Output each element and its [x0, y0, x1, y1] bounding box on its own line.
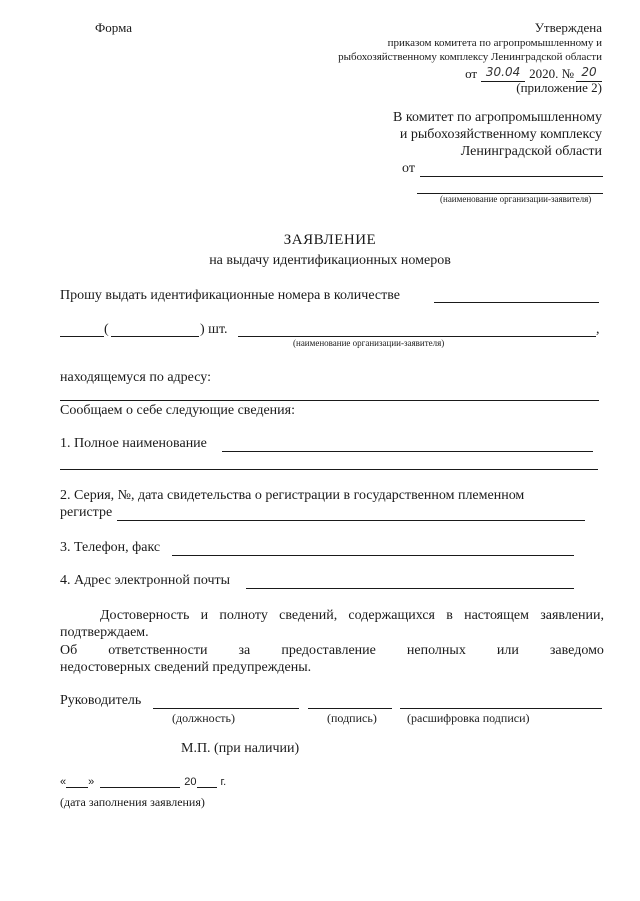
- order-line-1: приказом комитета по агропромышленному и: [387, 37, 602, 49]
- org-name-caption: (наименование организации-заявителя): [293, 338, 445, 348]
- resp-word: Об: [60, 643, 78, 658]
- resp-word: за: [238, 643, 251, 658]
- fill-date-month-field[interactable]: [100, 787, 180, 788]
- addressee-from-label: от: [402, 161, 415, 176]
- order-line-2: рыбохозяйственному комплексу Ленинградской области: [338, 51, 602, 63]
- confirm-line-1: Достоверность и полноту сведений, содержащихся в настоящем заявлении,: [100, 608, 604, 623]
- addressee-org-caption: (наименование организации-заявителя): [440, 194, 592, 204]
- document-subtitle: на выдачу идентификационных номеров: [209, 253, 451, 268]
- item-3-label: 3. Телефон, факс: [60, 540, 161, 555]
- info-heading: Сообщаем о себе следующие сведения:: [60, 403, 295, 418]
- item-2-label-cont: регистре: [60, 505, 113, 520]
- fill-date-open: «: [60, 776, 67, 788]
- position-caption: (должность): [172, 711, 235, 725]
- signature-decode-field[interactable]: [400, 708, 602, 709]
- responsibility-line-2: недостоверных сведений предупреждены.: [60, 660, 312, 675]
- resp-word: ответственности: [108, 643, 208, 658]
- quantity-paren-open: (: [104, 322, 109, 337]
- resp-word: предоставление: [281, 643, 376, 658]
- addressee-line-1: В комитет по агропромышленному: [393, 110, 602, 125]
- order-year-no: 2020. №: [529, 66, 574, 81]
- address-label: находящемуся по адресу:: [60, 370, 211, 385]
- fill-date-year-prefix: 20: [184, 776, 197, 788]
- item-4-label: 4. Адрес электронной почты: [60, 573, 231, 588]
- fill-date-year-field[interactable]: [197, 787, 217, 788]
- position-field[interactable]: [153, 708, 299, 709]
- signature-field[interactable]: [308, 708, 392, 709]
- order-date-handwritten: 30.04: [485, 65, 521, 79]
- quantity-digits-field[interactable]: [60, 336, 104, 337]
- org-name-comma: ,: [596, 322, 600, 337]
- confirm-line-2: подтверждаем.: [60, 625, 149, 640]
- order-date-prefix: от: [465, 66, 478, 81]
- quantity-field[interactable]: [434, 302, 599, 303]
- fill-date-caption: (дата заполнения заявления): [60, 795, 205, 809]
- quantity-words-field[interactable]: [111, 336, 199, 337]
- fill-date-line: [60, 776, 226, 788]
- phone-fax-field[interactable]: [172, 555, 574, 556]
- full-name-field-2[interactable]: [60, 469, 598, 470]
- fill-date-year-suffix: г.: [220, 776, 227, 788]
- resp-word: неполных: [406, 643, 466, 658]
- form-label: Форма: [95, 20, 132, 35]
- org-name-field[interactable]: [238, 336, 596, 337]
- certificate-field[interactable]: [117, 520, 585, 521]
- signature-decode-caption: (расшифровка подписи): [407, 711, 530, 725]
- head-label: Руководитель: [60, 693, 142, 708]
- document-title: ЗАЯВЛЕНИЕ: [283, 232, 377, 248]
- signature-caption: (подпись): [327, 711, 377, 725]
- fill-date-close: »: [88, 776, 95, 788]
- approved-label: Утверждена: [534, 20, 602, 35]
- item-1-label: 1. Полное наименование: [60, 436, 207, 451]
- email-field[interactable]: [246, 588, 574, 589]
- item-2-label: 2. Серия, №, дата свидетельства о регистрации в государственном племенном: [60, 488, 525, 503]
- address-field[interactable]: [60, 400, 599, 401]
- pcs-label: ) шт.: [200, 322, 228, 337]
- addressee-from-field[interactable]: [420, 176, 603, 177]
- order-number-handwritten: 20: [581, 65, 597, 79]
- appendix-label: (приложение 2): [516, 80, 602, 95]
- addressee-line-3: Ленинградской области: [460, 144, 602, 159]
- fill-date-day-field[interactable]: [66, 787, 88, 788]
- addressee-line-2: и рыбохозяйственному комплексу: [399, 127, 602, 142]
- stamp-label: М.П. (при наличии): [181, 741, 300, 756]
- resp-word: или: [496, 643, 519, 658]
- responsibility-line-1: [60, 643, 604, 659]
- request-text: Прошу выдать идентификационные номера в количестве: [60, 288, 400, 303]
- full-name-field[interactable]: [222, 451, 593, 452]
- resp-word: заведомо: [549, 643, 604, 658]
